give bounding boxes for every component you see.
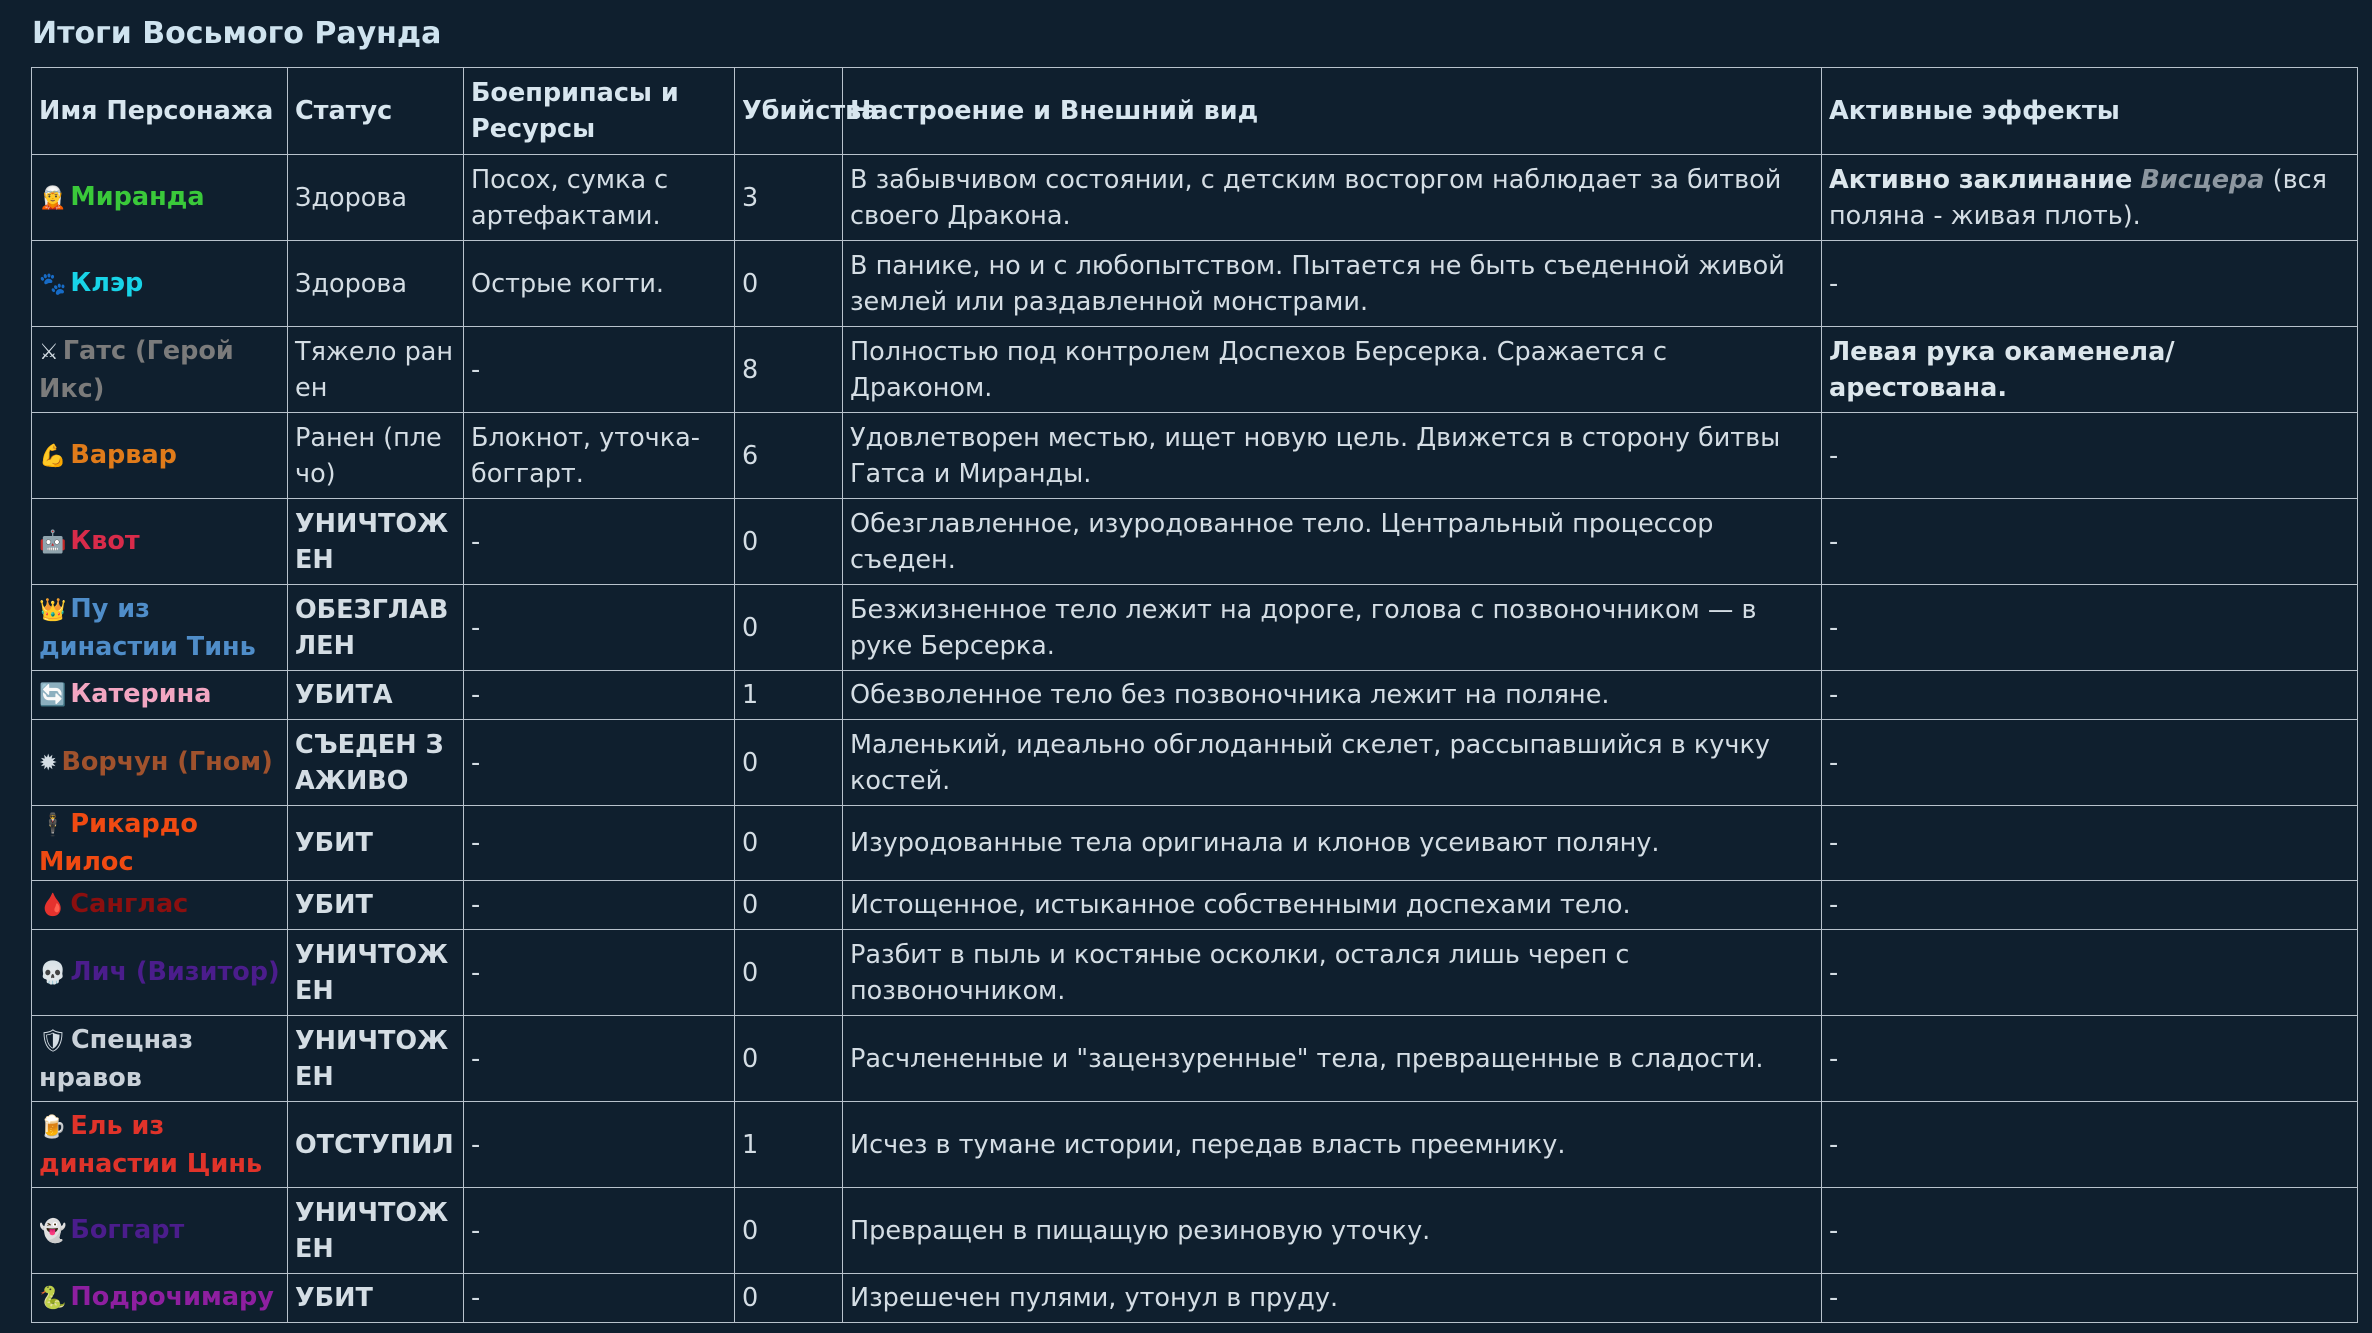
effect-text: - (1829, 612, 1839, 643)
mood-cell: Полностью под контролем Доспехов Берсерка. Сражается с Драконом. (843, 327, 1822, 413)
table-row (32, 1274, 2358, 1323)
effects-cell (1822, 241, 2358, 327)
status-cell: УБИТА (288, 671, 464, 720)
effects-cell (1822, 1274, 2358, 1323)
character-name: Санглас (70, 889, 189, 919)
red-burst-icon: ✹ (39, 750, 58, 776)
character-name-cell (32, 1188, 288, 1274)
effect-text: - (1829, 957, 1839, 988)
status-cell: УБИТ (288, 1274, 464, 1323)
header-mood: Настроение и Внешний вид (843, 68, 1822, 155)
status-cell: УНИЧТОЖЕН (288, 930, 464, 1016)
status-cell: ОТСТУПИЛ (288, 1102, 464, 1188)
kills-cell: 0 (735, 930, 843, 1016)
character-name: Пу из династии Тинь (39, 593, 256, 662)
effect-text: - (1829, 1129, 1839, 1160)
table-header-row (32, 68, 2358, 155)
character-name: Гатс (Герой Икс) (39, 335, 234, 404)
effect-text: - (1829, 747, 1839, 778)
character-name: Подрочимару (70, 1282, 274, 1312)
character-name: Боггарт (70, 1214, 185, 1245)
character-name-cell (32, 241, 288, 327)
character-name-cell (32, 930, 288, 1016)
mood-cell: Расчлененные и "зацензуренные" тела, превращенные в сладости. (843, 1016, 1822, 1102)
kills-cell: 0 (735, 585, 843, 671)
cycle-arrows-icon: 🔄 (39, 683, 67, 708)
table-row (32, 806, 2358, 881)
kills-cell: 0 (735, 499, 843, 585)
kills-cell: 1 (735, 1102, 843, 1188)
table-row (32, 1188, 2358, 1274)
effects-cell (1822, 155, 2358, 241)
header-kills: Убийства (735, 68, 843, 155)
resources-cell: - (464, 1016, 735, 1102)
effect-text: Левая рука окаменела/арестована. (1829, 336, 2175, 403)
flexed-biceps-icon: 💪 (39, 443, 67, 469)
mood-cell: Удовлетворен местью, ищет новую цель. Движется в сторону битвы Гатса и Миранды. (843, 413, 1822, 499)
resources-cell: - (464, 881, 735, 930)
character-name-cell (32, 720, 288, 806)
resources-cell: - (464, 930, 735, 1016)
resources-cell: - (464, 585, 735, 671)
character-name: Рикардо Милос (39, 809, 198, 877)
character-name-cell (32, 585, 288, 671)
character-name: Квот (70, 525, 140, 556)
effect-text: - (1829, 1043, 1839, 1074)
page-title: Итоги Восьмого Раунда (32, 16, 442, 51)
table-row (32, 327, 2358, 413)
character-name: Варвар (70, 439, 177, 470)
status-cell: УНИЧТОЖЕН (288, 499, 464, 585)
crown-icon: 👑 (39, 597, 67, 623)
kills-cell: 3 (735, 155, 843, 241)
character-name: Ворчун (Гном) (61, 746, 273, 777)
header-character-name: Имя Персонажа (32, 68, 288, 155)
status-cell: УБИТ (288, 806, 464, 881)
snake-icon: 🐍 (39, 1286, 67, 1311)
resources-cell: - (464, 1188, 735, 1274)
kills-cell: 8 (735, 327, 843, 413)
header-status: Статус (288, 68, 464, 155)
status-cell: ОБЕЗГЛАВЛЕН (288, 585, 464, 671)
status-cell: УБИТ (288, 881, 464, 930)
character-name: Миранда (70, 181, 205, 212)
character-name-cell (32, 671, 288, 720)
table-row (32, 881, 2358, 930)
mood-cell: Маленький, идеально обглоданный скелет, рассыпавшийся в кучку костей. (843, 720, 1822, 806)
resources-cell: - (464, 1102, 735, 1188)
table-row (32, 930, 2358, 1016)
effects-cell (1822, 930, 2358, 1016)
header-resources: Боеприпасы и Ресурсы (464, 68, 735, 155)
effect-detail: (вся поляна - живая плоть). (1829, 164, 2327, 231)
table-body (32, 155, 2358, 1323)
kills-cell: 0 (735, 720, 843, 806)
effect-text: - (1829, 1283, 1839, 1313)
character-name: Ель из династии Цинь (39, 1110, 263, 1179)
character-name-cell (32, 881, 288, 930)
mood-cell: Разбит в пыль и костяные осколки, остался лишь череп с позвоночником. (843, 930, 1822, 1016)
resources-cell: - (464, 720, 735, 806)
mood-cell: Обезволенное тело без позвоночника лежит на поляне. (843, 671, 1822, 720)
kills-cell: 6 (735, 413, 843, 499)
character-name-cell (32, 155, 288, 241)
status-cell: СЪЕДЕН ЗАЖИВО (288, 720, 464, 806)
effect-text: - (1829, 268, 1839, 299)
effect-text: - (1829, 828, 1839, 858)
kills-cell: 1 (735, 671, 843, 720)
effects-cell (1822, 806, 2358, 881)
character-name-cell (32, 499, 288, 585)
effects-cell (1822, 413, 2358, 499)
character-name-cell (32, 327, 288, 413)
round-summary-table (31, 67, 2358, 1323)
table-row (32, 671, 2358, 720)
character-name: Спецназ нравов (39, 1024, 194, 1093)
character-name: Клэр (70, 267, 144, 298)
status-cell: Ранен (плечо) (288, 413, 464, 499)
effects-cell (1822, 671, 2358, 720)
resources-cell: Посох, сумка с артефактами. (464, 155, 735, 241)
mood-cell: Изрешечен пулями, утонул в пруду. (843, 1274, 1822, 1323)
effects-cell (1822, 1188, 2358, 1274)
mood-cell: Исчез в тумане истории, передав власть преемнику. (843, 1102, 1822, 1188)
resources-cell: - (464, 671, 735, 720)
mood-cell: Изуродованные тела оригинала и клонов усеивают поляну. (843, 806, 1822, 881)
kills-cell: 0 (735, 806, 843, 881)
effects-cell (1822, 1016, 2358, 1102)
effects-cell (1822, 327, 2358, 413)
resources-cell: Блокнот, уточка-боггарт. (464, 413, 735, 499)
ghost-icon: 👻 (39, 1218, 67, 1244)
kills-cell: 0 (735, 881, 843, 930)
paw-icon: 🐾 (39, 271, 67, 297)
table-row (32, 499, 2358, 585)
resources-cell: - (464, 806, 735, 881)
character-name-cell (32, 413, 288, 499)
kills-cell: 0 (735, 241, 843, 327)
mood-cell: Обезглавленное, изуродованное тело. Центральный процессор съеден. (843, 499, 1822, 585)
mood-cell: Истощенное, истыканное собственными доспехами тело. (843, 881, 1822, 930)
resources-cell: - (464, 499, 735, 585)
effects-cell (1822, 720, 2358, 806)
character-name-cell (32, 1102, 288, 1188)
resources-cell: - (464, 1274, 735, 1323)
character-name: Катерина (70, 679, 212, 709)
blood-drop-icon: 🩸 (39, 893, 67, 918)
beer-mug-icon: 🍺 (39, 1114, 67, 1140)
table-row (32, 1016, 2358, 1102)
mood-cell: Превращен в пищащую резиновую уточку. (843, 1188, 1822, 1274)
status-cell: Тяжело ранен (288, 327, 464, 413)
effects-cell (1822, 499, 2358, 585)
status-cell: Здорова (288, 155, 464, 241)
table-row (32, 155, 2358, 241)
character-name: Лич (Визитор) (70, 956, 280, 987)
effect-text: - (1829, 680, 1839, 710)
effect-text: - (1829, 440, 1839, 471)
shield-icon: 🛡 (39, 1028, 67, 1054)
table-row (32, 1102, 2358, 1188)
resources-cell: - (464, 327, 735, 413)
elf-icon: 🧝 (39, 185, 67, 211)
spell-name: Висцера (2140, 164, 2265, 195)
effects-cell (1822, 881, 2358, 930)
kills-cell: 0 (735, 1188, 843, 1274)
effects-cell (1822, 1102, 2358, 1188)
mood-cell: В панике, но и с любопытством. Пытается не быть съеденной живой землей или раздавленной монстрами. (843, 241, 1822, 327)
status-cell: УНИЧТОЖЕН (288, 1188, 464, 1274)
character-name-cell (32, 1274, 288, 1323)
table-row (32, 585, 2358, 671)
mood-cell: В забывчивом состоянии, с детским восторгом наблюдает за битвой своего Дракона. (843, 155, 1822, 241)
effect-text: Активно заклинание (1829, 164, 2133, 195)
table-row (32, 720, 2358, 806)
man-in-suit-icon: 🕴 (39, 813, 67, 838)
resources-cell: Острые когти. (464, 241, 735, 327)
effect-text: - (1829, 890, 1839, 920)
status-cell: Здорова (288, 241, 464, 327)
skull-icon: 💀 (39, 960, 67, 986)
robot-icon: 🤖 (39, 529, 67, 555)
table-row (32, 241, 2358, 327)
mood-cell: Безжизненное тело лежит на дороге, голова с позвоночником — в руке Берсерка. (843, 585, 1822, 671)
kills-cell: 0 (735, 1016, 843, 1102)
table-row (32, 413, 2358, 499)
sword-icon: ⚔ (39, 339, 59, 365)
effects-cell (1822, 585, 2358, 671)
header-effects: Активные эффекты (1822, 68, 2358, 155)
effect-text: - (1829, 526, 1839, 557)
status-cell: УНИЧТОЖЕН (288, 1016, 464, 1102)
effect-text: - (1829, 1215, 1839, 1246)
character-name-cell (32, 1016, 288, 1102)
kills-cell: 0 (735, 1274, 843, 1323)
character-name-cell (32, 806, 288, 881)
